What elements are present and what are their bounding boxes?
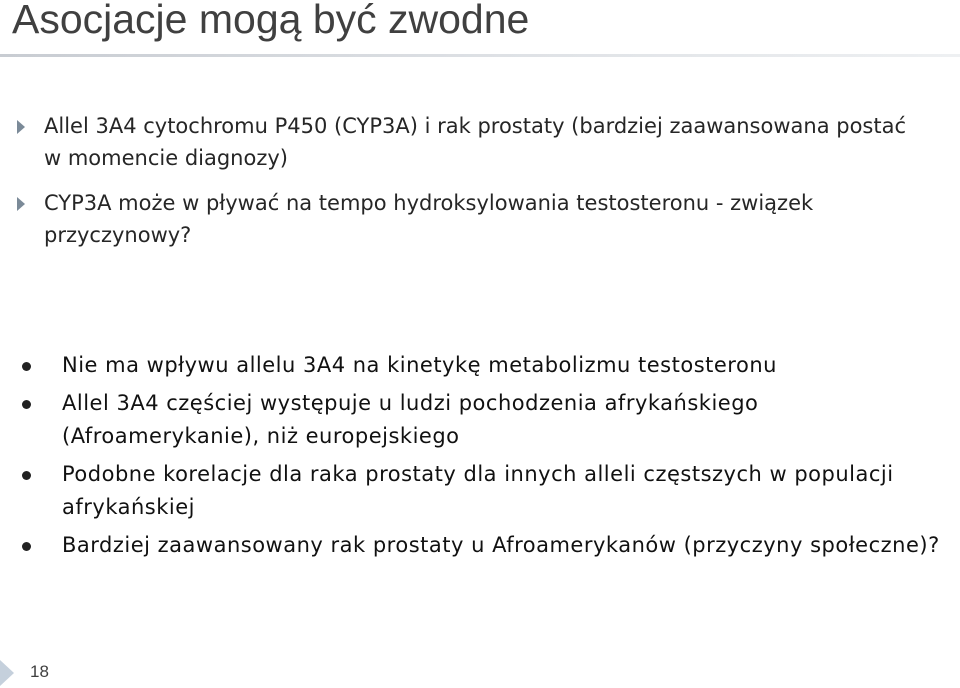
dot-icon [22, 362, 31, 371]
upper-bullet-list [10, 110, 910, 264]
upper-bullet-2 [10, 187, 910, 251]
lower-bullet-2 [20, 387, 940, 453]
slide-footer [0, 658, 960, 688]
slide-number: 18 [30, 662, 49, 681]
lower-bullet-1-text: Nie ma wpływu allelu 3A4 na kinetykę metabolizmu testosteronu [62, 353, 777, 377]
upper-bullet-2-text: CYP3A może w pływać na tempo hydroksylowania testosteronu - związek przyczynowy? [44, 191, 814, 247]
dot-icon [22, 542, 31, 551]
lower-bullet-3-text: Podobne korelacje dla raka prostaty dla innych alleli częstszych w populacji afrykańskiej [62, 462, 894, 519]
slide-title: Asocjacje mogą być zwodne [12, 0, 530, 42]
lower-bullet-2-text: Allel 3A4 częściej występuje u ludzi pochodzenia afrykańskiego (Afroamerykanie), niż europejskiego [62, 391, 759, 448]
upper-bullet-1-text: Allel 3A4 cytochromu P450 (CYP3A) i rak prostaty (bardziej zaawansowana postać w momencie diagnozy) [44, 114, 907, 170]
chevron-right-icon [0, 660, 14, 686]
dot-icon [22, 400, 31, 409]
title-divider [0, 54, 960, 57]
lower-bullet-1 [20, 349, 940, 382]
lower-bullet-3 [20, 458, 940, 524]
dot-icon [22, 471, 31, 480]
triangle-arrow-icon [17, 197, 25, 211]
lower-bullet-4-text: Bardziej zaawansowany rak prostaty u Afroamerykanów (przyczyny społeczne)? [62, 533, 940, 557]
triangle-arrow-icon [17, 120, 25, 134]
upper-bullet-1 [10, 110, 910, 174]
lower-bullet-list [20, 349, 940, 567]
lower-bullet-4 [20, 529, 940, 562]
